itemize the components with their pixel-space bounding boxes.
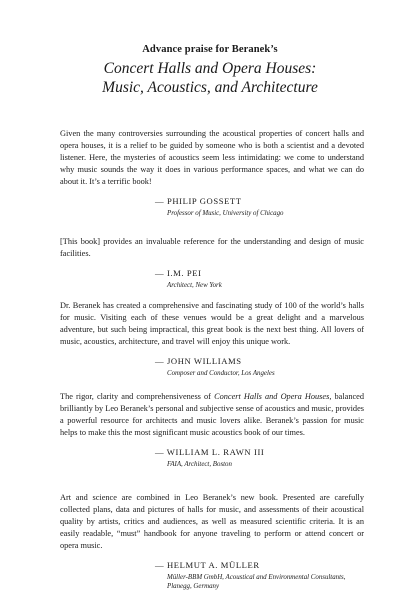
quote-text: Dr. Beranek has created a comprehensive and fascinating study of 100 of the world’s halls for music. Visiting each of these venues would be a great delight and a marvelous adventure, but such being impractical, this great book is the next best thing. All lovers of music, acoustics, architecture, and travel will enjoy this unique work. [60, 301, 364, 346]
quote-text [60, 391, 364, 439]
book-title-line-2: Music, Acoustics, and Architecture [102, 79, 318, 96]
quote-book-title: Concert Halls and Opera Houses [214, 392, 330, 401]
quote-attribution [155, 196, 364, 218]
attribution-name: — WILLIAM L. RAWN III [155, 446, 265, 457]
quote-text-end: , balanced brilliantly by Leo Beranek’s personal and subjective sense of acoustics and music, provides a powerful resource for architects and music lovers alike. Beranek’s passion for music helps to make this the most significant music acoustics book of our times. [60, 392, 364, 437]
quote-attribution [155, 356, 364, 378]
attribution-role-line-1: Müller-BBM GmbH, Acoustical and Environmental Consultants, [167, 573, 346, 581]
praise-quote-gossett [60, 128, 364, 218]
attribution-name: — JOHN WILLIAMS [155, 355, 242, 366]
attribution-role [167, 573, 364, 591]
attribution-name: — I.M. PEI [155, 267, 202, 278]
praise-quote-rawn [60, 391, 364, 469]
attribution-role-line-2: Planegg, Germany [167, 582, 220, 590]
quote-text: Given the many controversies surrounding the acoustical properties of concert halls and opera houses, it is a relief to be guided by someone who is both a scientist and a devoted listener. Here, the mysteries of acoustics seem less intimidating: we come to understand why music sounds the way it does in various performance spaces, and what we can do about it. It’s a terrific book! [60, 129, 364, 186]
attribution-role: Composer and Conductor, Los Angeles [167, 369, 275, 377]
praise-quote-pei [60, 236, 364, 290]
book-title-line-1: Concert Halls and Opera Houses: [103, 60, 317, 77]
page-header [0, 44, 420, 97]
praise-quote-williams [60, 300, 364, 378]
praise-quote-muller [60, 492, 364, 591]
attribution-role: Architect, New York [167, 281, 222, 289]
attribution-role: FAIA, Architect, Boston [167, 460, 232, 468]
quote-attribution [155, 268, 364, 290]
quote-text: Art and science are combined in Leo Beranek’s new book. Presented are carefully collected plans, data and pictures of halls for music, and assessments of their acoustical quality by artists, critics and audiences, as well as measured scientific criteria. It is an easily readable, “must” handbook for anyone traveling to perform or attend concert or opera music. [60, 493, 364, 550]
quote-text: [This book] provides an invaluable reference for the understanding and design of music facilities. [60, 237, 364, 258]
quote-text-start: The rigor, clarity and comprehensiveness of [60, 392, 215, 401]
book-title [0, 59, 420, 97]
quote-attribution [155, 447, 364, 469]
attribution-name: — HELMUT A. MÜLLER [155, 559, 260, 570]
attribution-name: — PHILIP GOSSETT [155, 195, 242, 206]
attribution-role: Professor of Music, University of Chicago [167, 209, 284, 217]
quote-attribution [155, 560, 364, 591]
praise-heading: Advance praise for Beranek’s [142, 44, 278, 55]
